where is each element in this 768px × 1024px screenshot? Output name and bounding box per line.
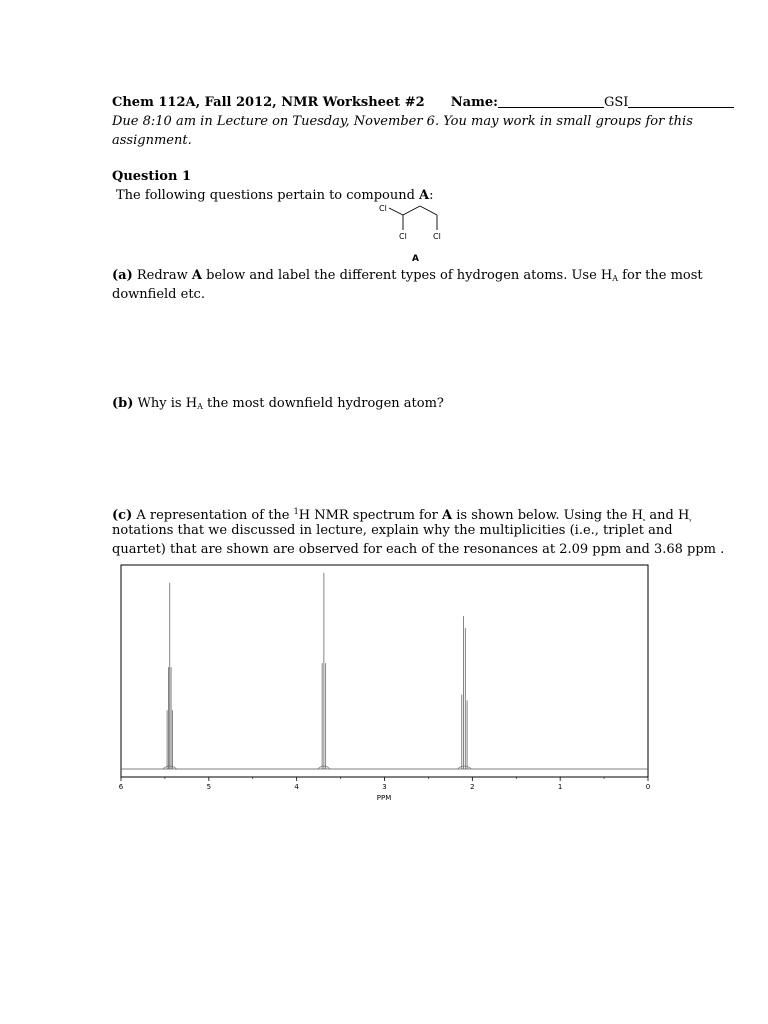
part-a-line-2: downfield etc. [112,287,205,302]
nmr-peak-quartet [457,616,471,769]
gsi-field[interactable] [628,95,734,108]
part-c-text: and H [645,508,690,523]
compound-a-structure [370,198,460,266]
part-b-text: the most downfield hydrogen atom? [202,396,444,411]
part-a-compound: A [191,268,202,283]
part-c-text: H NMR spectrum for [298,508,443,523]
part-a-tag: (a) [112,268,133,283]
part-a-subscript: A [612,274,619,283]
chlorine-label-1: Cl [379,204,387,213]
x-tick-label: 0 [645,783,651,791]
due-line-2: assignment. [112,133,192,148]
worksheet-header [112,93,734,112]
part-b-tag: (b) [112,396,134,411]
x-tick-label: 4 [294,783,299,791]
part-b-text: Why is H [133,396,198,411]
x-tick-label: 5 [206,783,212,791]
part-a-text: for the most [618,268,703,283]
nmr-peak-triplet [318,573,330,769]
bond-2 [403,206,420,215]
part-c-line-2: notations that we discussed in lecture, explain why the multiplicities (i.e., triplet and [112,523,673,538]
worksheet-title: Chem 112A, Fall 2012, NMR Worksheet #2 [112,95,425,110]
intro-text: The following questions pertain to compound [116,188,420,203]
question-1-heading: Question 1 [112,169,192,184]
part-a-text: below and label the different types of hydrogen atoms. Use H [202,268,613,283]
intro-colon: : [429,188,434,203]
x-tick-label: 3 [382,783,387,791]
part-c-subscript-x: x [642,517,646,522]
nmr-spectrum-chart [110,560,660,810]
part-b-line [112,394,444,416]
x-tick-label: 1 [557,783,563,791]
x-tick-label: 2 [470,783,475,791]
compound-label: A [412,254,419,264]
part-c-superscript: 1 [293,507,299,516]
bond-1 [389,208,403,215]
part-c-tag: (c) [112,508,133,523]
part-a-text: Redraw [132,268,192,283]
part-c-subscript-y: y [689,517,692,522]
bond-3 [420,206,437,215]
x-tick-label: 6 [118,783,124,791]
x-axis-label: PPM [376,794,392,802]
peak-base [457,766,471,769]
part-c-line-3: quartet) that are shown are observed for each of the resonances at 2.09 ppm and 3.68 ppm . [112,542,725,557]
chlorine-label-2: Cl [399,232,407,241]
part-b-subscript: A [197,402,203,411]
name-label: Name: [450,95,498,110]
part-c-text: A representation of the [132,508,294,523]
intro-compound: A [419,188,430,203]
gsi-label: GSI [603,95,629,110]
due-line-1: Due 8:10 am in Lecture on Tuesday, November 6. You may work in small groups for this [112,114,693,129]
plot-frame [121,565,648,777]
name-field[interactable] [498,95,604,108]
part-c-text: is shown below. Using the H [452,508,643,523]
chlorine-label-3: Cl [433,232,441,241]
nmr-peak-multiplet [163,583,177,769]
part-c-compound: A [442,508,453,523]
